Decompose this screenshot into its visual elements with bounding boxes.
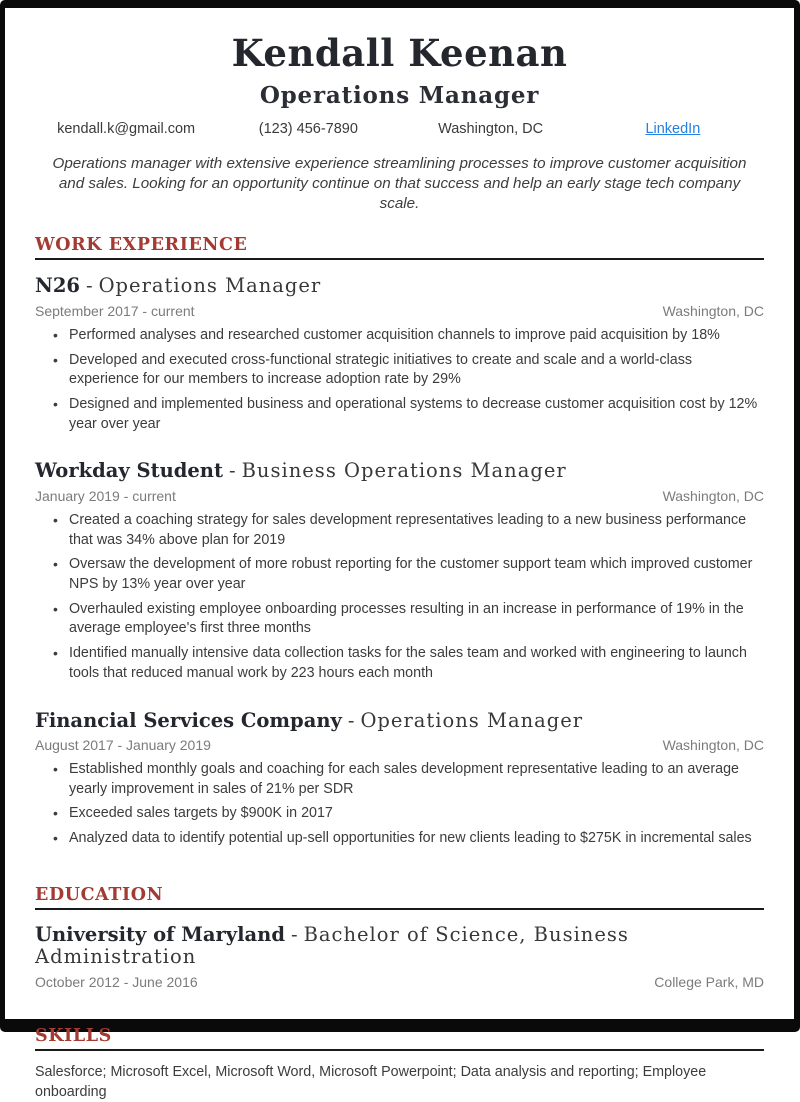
title-separator: -: [228, 459, 236, 483]
job-entry: [35, 460, 764, 683]
person-title: Operations Manager: [259, 81, 540, 109]
person-name: Kendall Keenan: [231, 31, 568, 75]
job-title-row: [35, 460, 764, 482]
job-location: Washington, DC: [662, 737, 764, 754]
company-name: N26: [35, 274, 80, 298]
job-bullet-list: [35, 511, 764, 684]
job-bullet: • Overhauled existing employee onboarding processes resulting in an increase in performance of 19% in the average employee's first three months: [53, 600, 764, 639]
job-meta-row: [35, 737, 764, 753]
job-bullet: • Exceeded sales targets by $900K in 2017: [53, 804, 764, 824]
job-entry: [35, 710, 764, 849]
job-title-row: [35, 710, 764, 732]
section-heading-education: EDUCATION: [35, 885, 764, 910]
job-bullet-list: [35, 326, 764, 435]
section-heading-work-experience: WORK EXPERIENCE: [35, 235, 764, 260]
job-bullet: • Analyzed data to identify potential up-sell opportunities for new clients leading to $275K in incremental sales: [53, 829, 764, 849]
school-name: University of Maryland: [35, 922, 285, 946]
job-entry: [35, 275, 764, 434]
education-meta-row: [35, 974, 764, 990]
job-bullet: • Created a coaching strategy for sales development representatives leading to a new business performance that was 34% above plan for 2019: [53, 511, 764, 550]
job-meta-row: [35, 303, 764, 319]
skills-text: Salesforce; Microsoft Excel, Microsoft Word, Microsoft Powerpoint; Data analysis and reporting; Employee onboarding: [35, 1063, 707, 1100]
company-name: Financial Services Company: [35, 708, 342, 732]
job-bullet: • Established monthly goals and coaching for each sales development representative leading to an average yearly improvement in sales of 21% per SDR: [53, 760, 764, 799]
job-dates: August 2017 - January 2019: [35, 737, 211, 754]
job-bullet-list: [35, 760, 764, 849]
job-role: Business Operations Manager: [241, 459, 567, 483]
education-location: College Park, MD: [654, 973, 764, 990]
job-bullet: • Designed and implemented business and operational systems to decrease customer acquisition cost by 12% year over year: [53, 395, 764, 434]
job-dates: January 2019 - current: [35, 487, 176, 504]
title-separator: -: [85, 274, 93, 298]
job-location: Washington, DC: [662, 302, 764, 319]
job-bullet: • Performed analyses and researched customer acquisition channels to improve paid acquisition by 18%: [53, 326, 764, 346]
job-role: Operations Manager: [98, 274, 322, 298]
education-entry: [35, 924, 764, 990]
job-meta-row: [35, 488, 764, 504]
section-heading-skills: SKILLS: [35, 1026, 764, 1051]
job-location: Washington, DC: [662, 487, 764, 504]
contact-phone: (123) 456-7890: [258, 121, 358, 138]
title-separator: -: [290, 922, 298, 946]
contact-email: kendall.k@gmail.com: [57, 121, 196, 138]
degree-name: Bachelor of Science, Business Administration: [35, 922, 629, 969]
linkedin-link[interactable]: LinkedIn: [645, 121, 701, 138]
contact-row: [35, 121, 764, 137]
summary-text: Operations manager with extensive experience streamlining processes to improve customer acquisition and sales. Looking for an opportunity continue on that success and help an early stage tech company scale.: [52, 155, 747, 213]
education-title-row: [35, 924, 764, 969]
job-bullet: • Identified manually intensive data collection tasks for the sales team and worked with engineering to launch tools that reduced manual work by 223 hours each month: [53, 644, 764, 683]
company-name: Workday Student: [35, 459, 223, 483]
title-separator: -: [347, 708, 355, 732]
contact-location: Washington, DC: [438, 121, 544, 138]
job-role: Operations Manager: [360, 708, 584, 732]
education-dates: October 2012 - June 2016: [35, 973, 198, 990]
job-dates: September 2017 - current: [35, 302, 195, 319]
job-title-row: [35, 275, 764, 297]
job-bullet: • Developed and executed cross-functional strategic initiatives to create and scale and a world-class experience for our members to increase adoption rate by 29%: [53, 351, 764, 390]
job-bullet: • Oversaw the development of more robust reporting for the customer support team which improved customer NPS by 13% year over year: [53, 555, 764, 594]
